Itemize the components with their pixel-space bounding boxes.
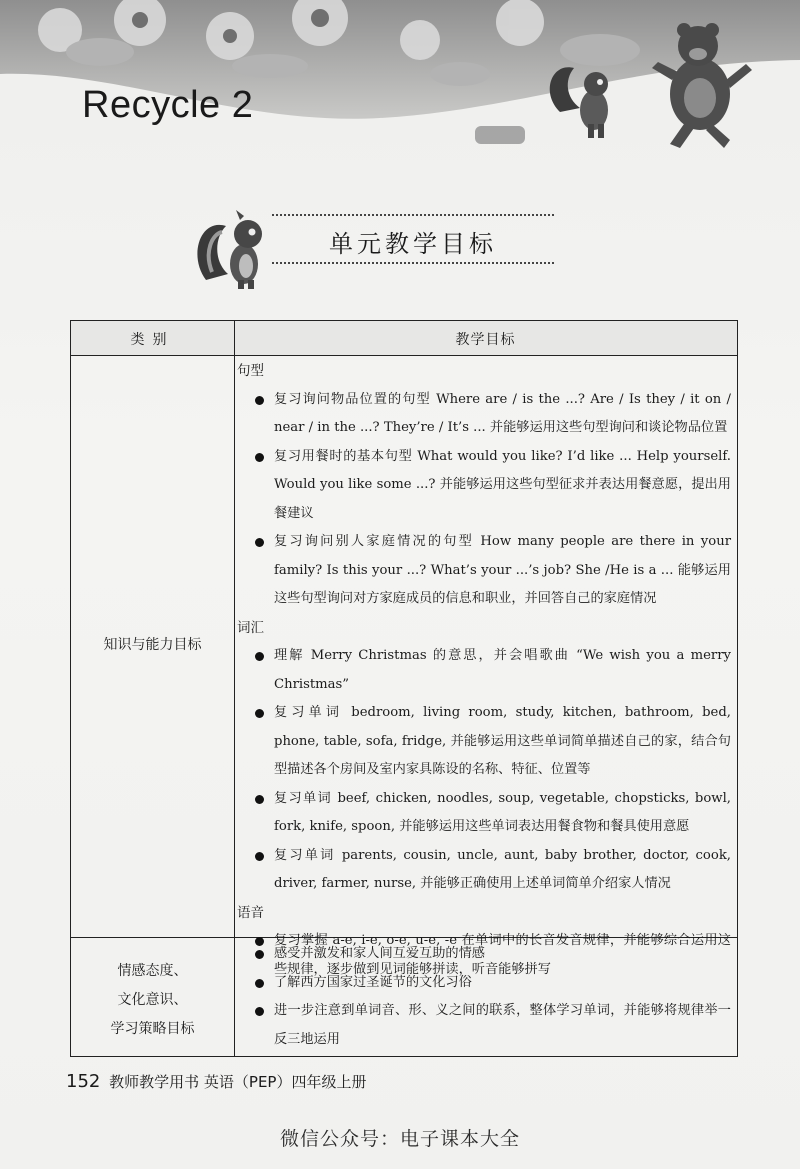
bullet-icon [255, 453, 264, 462]
list-item: 复习询问物品位置的句型 Where are / is the ...? Are / Is they / it on / near / in the ...? They’re / It’s ... 并能够运用这些句型询问和谈论物品位置 [237, 386, 731, 443]
list-item: 复习单词 bedroom, living room, study, kitchen, bathroom, bed, phone, table, sofa, fridge, 并能够运用这些单词简单描述自己的家，结合句型描述各个房间及室内家具陈设的名称、特征、位置等 [237, 699, 731, 785]
subhead-phonics: 语音 [237, 904, 264, 921]
goals-attitude-culture-strategy [237, 940, 731, 1054]
category-line: 文化意识、 [117, 992, 188, 1008]
category-attitude-culture-strategy [71, 957, 234, 1044]
bullet-icon [255, 979, 264, 988]
bullet-icon [255, 396, 264, 405]
header-goal: 教学目标 [455, 332, 516, 348]
teaching-goals-table [70, 320, 738, 1057]
list-item: 复习用餐时的基本句型 What would you like? I’d like ... Help yourself. Would you like some ...? 并能够运用这些句型征求并表达用餐意愿，提出用餐建议 [237, 443, 731, 529]
subhead-sentence-patterns: 句型 [237, 363, 264, 379]
table-header-row [71, 321, 737, 356]
list-item: 进一步注意到单词音、形、义之间的联系，整体学习单词，并能够将规律举一反三地运用 [237, 997, 731, 1054]
goals-knowledge-ability [237, 357, 731, 984]
list-item: 复习掌握 a-e, i-e, o-e, u-e, -e 在单词中的长音发音规律，并能够综合运用这些规律，逐步做到见词能够拼读，听音能够拼写 [237, 927, 731, 984]
bullet-icon [255, 538, 264, 547]
category-knowledge-ability: 知识与能力目标 [103, 637, 202, 653]
dotted-rule-bottom [272, 262, 554, 264]
category-line: 学习策略目标 [110, 1021, 195, 1037]
header-category: 类别 [130, 332, 175, 348]
flowers-squirrel-bear-icon [0, 0, 800, 150]
unit-title: Recycle 2 [82, 84, 254, 126]
section-heading [272, 212, 554, 264]
dotted-rule-top [272, 214, 554, 216]
subhead-vocabulary: 词汇 [237, 619, 264, 636]
page-footer [66, 1071, 366, 1092]
watermark-text: 微信公众号：电子课本大全 [279, 1128, 520, 1150]
book-title: 教师教学用书 英语（PEP）四年级上册 [109, 1073, 367, 1091]
bullet-icon [255, 1007, 264, 1016]
column-divider [234, 321, 235, 1056]
header-illustration [0, 0, 800, 150]
bullet-icon [255, 795, 264, 804]
section-title: 单元教学目标 [329, 230, 497, 258]
bullet-icon [255, 950, 264, 959]
list-item: 复习单词 parents, cousin, uncle, aunt, baby brother, doctor, cook, driver, farmer, nurse, 并能够正确使用上述单词简单介绍家人情况 [237, 842, 731, 899]
category-line: 情感态度、 [117, 963, 188, 979]
list-item: 理解 Merry Christmas 的意思，并会唱歌曲 “We wish you a merry Christmas” [237, 642, 731, 699]
bullet-icon [255, 852, 264, 861]
page-number: 152 [66, 1071, 101, 1092]
squirrel-icon [196, 208, 276, 290]
bullet-icon [255, 652, 264, 661]
list-item: 感受并激发和家人间互爱互助的情感 [237, 940, 731, 969]
list-item: 了解西方国家过圣诞节的文化习俗 [237, 969, 731, 998]
list-item: 复习询问别人家庭情况的句型 How many people are there in your family? Is this your ...? What’s your ...’s job? She /He is a ... 能够运用这些句型询问对方家庭成员的信息和职业，并回答自己的家庭情况 [237, 528, 731, 614]
list-item: 复习单词 beef, chicken, noodles, soup, vegetable, chopsticks, bowl, fork, knife, spoon, 并能够运用这些单词表达用餐食物和餐具使用意愿 [237, 785, 731, 842]
bullet-icon [255, 709, 264, 718]
